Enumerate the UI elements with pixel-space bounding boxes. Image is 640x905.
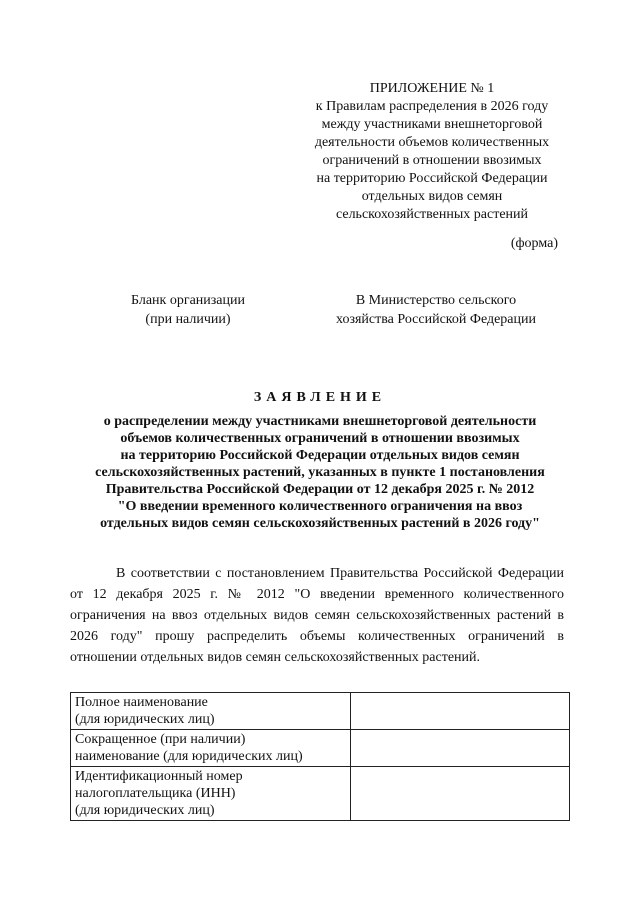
sender-block <box>118 291 258 329</box>
appendix-title: ПРИЛОЖЕНИЕ № 1 <box>369 81 495 96</box>
appendix-line: деятельности объемов количественных <box>314 135 550 150</box>
recipient-line: В Министерство сельского <box>355 293 517 308</box>
table-label-line: (для юридических лиц) <box>75 803 215 818</box>
recipient-line: хозяйства Российской Федерации <box>335 312 536 327</box>
subject-line: "О введении временного количественного ограничения на ввоз <box>117 499 523 514</box>
subject-line: объемов количественных ограничений в отношении ввозимых <box>120 431 520 446</box>
table-label-cell <box>71 693 351 730</box>
sender-line: Бланк организации <box>130 293 245 308</box>
appendix-line: между участниками внешнеторговой <box>321 117 543 132</box>
appendix-line: на территорию Российской Федерации <box>316 171 548 186</box>
table-label-line: Сокращенное (при наличии) <box>75 732 246 747</box>
table-label-cell <box>71 730 351 767</box>
table-label-line: Полное наименование <box>75 695 208 710</box>
subject-line: о распределении между участниками внешнеторговой деятельности <box>103 414 537 429</box>
table-label-cell <box>71 767 351 821</box>
table-label-line: налогоплательщика (ИНН) <box>75 786 236 801</box>
table-label-line: наименование (для юридических лиц) <box>75 749 303 764</box>
appendix-header <box>292 80 572 224</box>
table-value-cell[interactable] <box>351 730 570 767</box>
table-value-cell[interactable] <box>351 767 570 821</box>
table-value-cell[interactable] <box>351 693 570 730</box>
body-paragraph: В соответствии с постановлением Правительства Российской Федерации от 12 декабря 2025 г. № 2012 "О введении временного количественного ограничения на ввоз отдельных видов семян сельскохозяйственных растений в 2026 году" прошу распределить объемы количественных ограничений в отношении отдельных видов семян сельскохозяйственных растений. <box>70 566 564 665</box>
table-label-line: Идентификационный номер <box>75 769 243 784</box>
appendix-line: к Правилам распределения в 2026 году <box>315 99 549 114</box>
document-subject <box>70 413 570 532</box>
appendix-line: ограничений в отношении ввозимых <box>322 153 542 168</box>
appendix-line: сельскохозяйственных растений <box>335 207 529 222</box>
appendix-line: отдельных видов семян <box>361 189 503 204</box>
table-label-line: (для юридических лиц) <box>75 712 215 727</box>
recipient-block <box>326 291 546 329</box>
table-row <box>71 730 570 767</box>
sender-line: (при наличии) <box>145 312 231 327</box>
document-title: ЗАЯВЛЕНИЕ <box>253 390 387 405</box>
applicant-info-table <box>70 692 570 821</box>
table-row <box>71 693 570 730</box>
subject-line: сельскохозяйственных растений, указанных в пункте 1 постановления <box>95 465 545 480</box>
subject-line: Правительства Российской Федерации от 12 декабря 2025 г. № 2012 <box>105 482 535 497</box>
subject-line: отдельных видов семян сельскохозяйственных растений в 2026 году" <box>100 516 540 531</box>
form-label: (форма) <box>510 236 558 251</box>
subject-line: на территорию Российской Федерации отдельных видов семян <box>120 448 520 463</box>
table-row <box>71 767 570 821</box>
